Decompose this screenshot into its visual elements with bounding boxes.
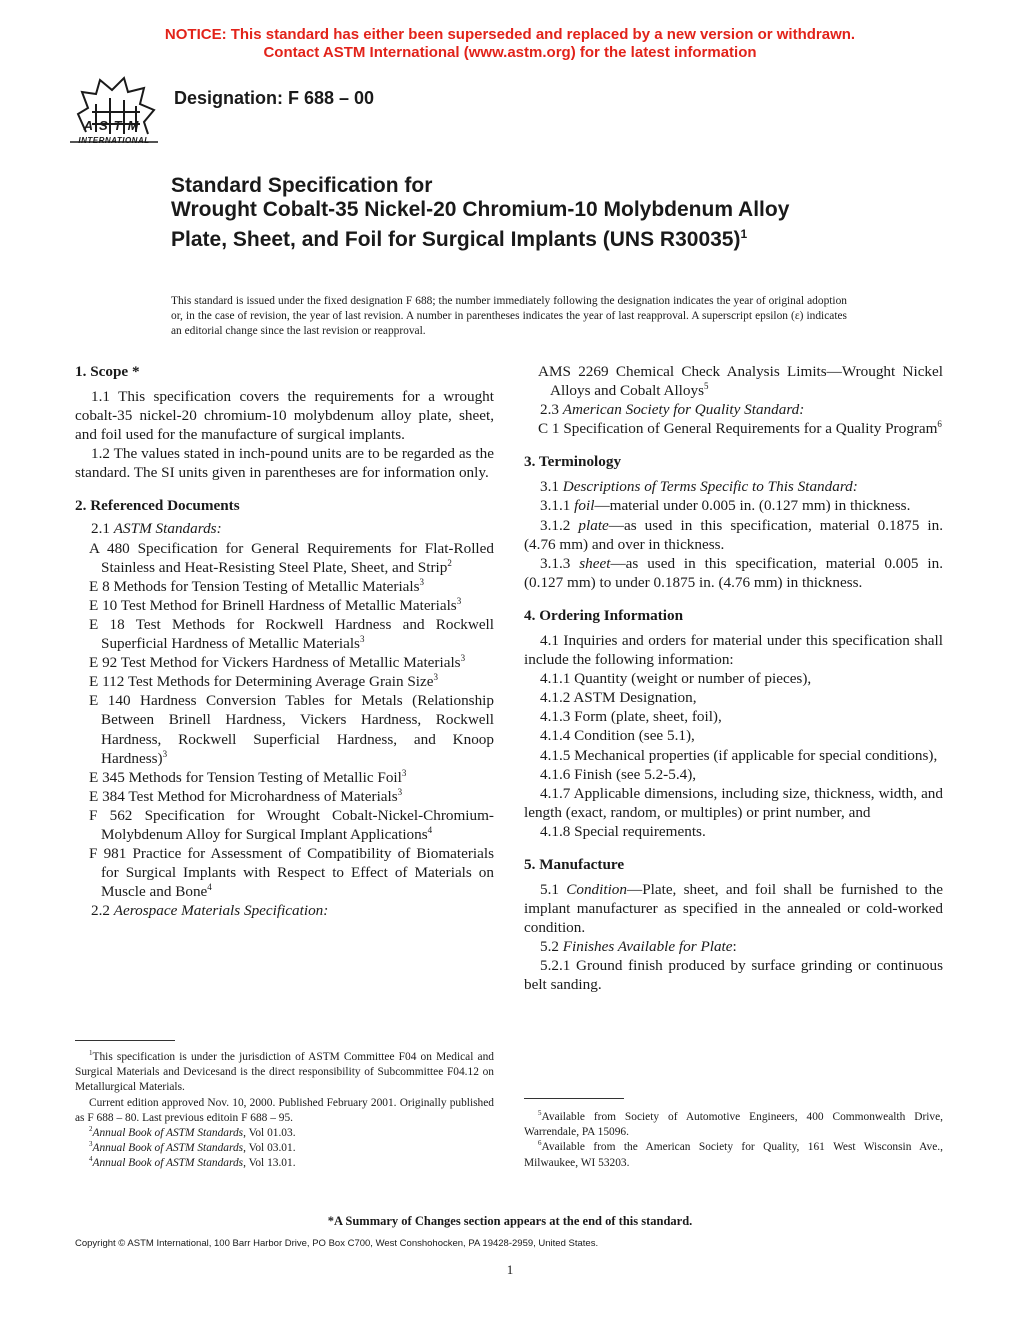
section-heading-referenced-documents: 2. Referenced Documents — [75, 497, 240, 515]
subsection-3-1: 3.1 Descriptions of Terms Specific to This Standard: — [540, 478, 858, 496]
ordering-item: 4.1.5 Mechanical properties (if applicable for special conditions), — [540, 746, 938, 764]
subsection-2-1: 2.1 ASTM Standards: — [91, 520, 222, 538]
subsection-2-2: 2.2 Aerospace Materials Specification: — [91, 902, 329, 920]
paragraph-1-1: 1.1 This specification covers the requirements for a wrought cobalt-35 nickel-20 chromium-10 molybdenum alloy plate, sheet, and foil used for the manufacture of surgical implants. — [75, 388, 494, 444]
reference-item: E 92 Test Method for Vickers Hardness of Metallic Materials$^3$ — [89, 653, 466, 672]
intro-paragraph: This standard is issued under the fixed designation F 688; the number immediately following the designation indicates the year of original adoption or, in the case of revision, the year of last revision. A number in parentheses indicates the year of last reapproval. A superscript epsilon (ε) indicates an editorial change since the last revision or reapproval. — [171, 295, 847, 337]
reference-list — [75, 539, 494, 902]
footnotes-left — [75, 1050, 494, 1172]
reference-item: E 140 Hardness Conversion Tables for Metals (Relationship Between Brinell Hardness, Vickers Hardness, Rockwell Hardness, Rockwell Superficial Hardness, and Knoop Hardness)$^3$ — [89, 692, 494, 767]
footnote: Current edition approved Nov. 10, 2000. Published February 2001. Originally published as F 688 – 80. Last previous editoin F 688 – 95. — [75, 1096, 494, 1124]
reference-item: E 384 Test Method for Microhardness of Materials$^3$ — [89, 786, 403, 805]
section-heading-manufacture: 5. Manufacture — [524, 855, 625, 873]
ordering-item: 4.1.7 Applicable dimensions, including size, thickness, width, and length (exact, random, or multiples) or print number, and — [524, 784, 943, 821]
summary-of-changes-note: *A Summary of Changes section appears at the end of this standard. — [327, 1214, 693, 1228]
footnote: $^5$Available from Society of Automotive Engineers, 400 Commonwealth Drive, Warrendale, PA 15096. — [524, 1109, 943, 1139]
ordering-items-list — [524, 669, 943, 841]
title-line-1: Standard Specification for — [171, 174, 433, 197]
section-heading-ordering-information: 4. Ordering Information — [524, 606, 684, 624]
footnote: $^1$This specification is under the jurisdiction of ASTM Committee F04 on Medical and Surgical Materials and Devicesand is the direct responsibility of Subcommittee F04.12 on Metallurgical Materials. — [75, 1049, 494, 1094]
footnote: $^2$Annual Book of ASTM Standards, Vol 01.03. — [89, 1125, 296, 1140]
paragraph-5-2: 5.2 Finishes Available for Plate: — [540, 938, 737, 956]
footnote: $^3$Annual Book of ASTM Standards, Vol 03.01. — [89, 1140, 296, 1155]
logo-text: ASTM — [83, 118, 145, 133]
section-heading-terminology: 3. Terminology — [524, 453, 622, 471]
footnote: $^4$Annual Book of ASTM Standards, Vol 13.01. — [89, 1155, 296, 1170]
reference-item: E 8 Methods for Tension Testing of Metallic Materials$^3$ — [89, 576, 425, 595]
title-footnote-mark: 1 — [740, 227, 748, 241]
ordering-item: 4.1.1 Quantity (weight or number of pieces), — [540, 670, 812, 688]
document-title — [171, 174, 851, 252]
astm-logo — [66, 74, 162, 156]
term-foil: 3.1.1 foil—material under 0.005 in. (0.127 mm) in thickness. — [540, 497, 911, 515]
logo-subtext: INTERNATIONAL — [78, 136, 150, 145]
paragraph-4-1: 4.1 Inquiries and orders for material under this specification shall include the following information: — [524, 631, 943, 669]
section-heading-scope: 1. Scope * — [75, 363, 140, 380]
reference-item: E 345 Methods for Tension Testing of Metallic Foil$^3$ — [89, 767, 407, 786]
designation: Designation: F 688 – 00 — [174, 88, 375, 108]
footnotes-right — [524, 1110, 943, 1171]
paragraph-1-2: 1.2 The values stated in inch-pound units are to be regarded as the standard. The SI units given in parentheses are for information only. — [75, 445, 494, 482]
ordering-item: 4.1.8 Special requirements. — [540, 822, 706, 840]
reference-item: E 10 Test Method for Brinell Hardness of Metallic Materials$^3$ — [89, 595, 462, 614]
footnote: $^6$Available from the American Society for Quality, 161 West Wisconsin Ave., Milwaukee, WI 53203. — [524, 1139, 943, 1169]
subsection-2-3: 2.3 American Society for Quality Standard: — [540, 401, 805, 419]
footnote-divider-left — [75, 1040, 175, 1041]
reference-item: A 480 Specification for General Requirements for Flat-Rolled Stainless and Heat-Resisting Steel Plate, Sheet, and Strip$^2$ — [89, 539, 494, 576]
reference-c1: C 1 Specification of General Requirements for a Quality Program$^6$ — [538, 419, 942, 438]
reference-ams-2269: AMS 2269 Chemical Check Analysis Limits—Wrought Nickel Alloys and Cobalt Alloys$^5$ — [538, 363, 943, 400]
left-column — [75, 362, 494, 920]
page-number: 1 — [506, 1262, 514, 1277]
ordering-item: 4.1.4 Condition (see 5.1), — [540, 727, 695, 745]
footnote-divider-right — [524, 1098, 624, 1099]
term-plate: 3.1.2 plate—as used in this specification, material 0.1875 in. (4.76 mm) and over in thickness. — [524, 516, 944, 553]
reference-item: E 18 Test Methods for Rockwell Hardness and Rockwell Superficial Hardness of Metallic Materials$^3$ — [89, 615, 494, 653]
reference-item: F 981 Practice for Assessment of Compatibility of Biomaterials for Surgical Implants with Respect to Effect of Materials on Muscle and Bone$^4$ — [89, 845, 494, 901]
withdrawal-notice — [0, 26, 1020, 62]
reference-item: E 112 Test Methods for Determining Average Grain Size$^3$ — [89, 672, 439, 691]
paragraph-5-1: 5.1 Condition—Plate, sheet, and foil shall be furnished to the implant manufacturer as specified in the annealed or cold-worked condition. — [524, 880, 944, 937]
reference-item: F 562 Specification for Wrought Cobalt-Nickel-Chromium-Molybdenum Alloy for Surgical Implant Applications$^4$ — [89, 806, 494, 843]
copyright-line: Copyright © ASTM International, 100 Barr Harbor Drive, PO Box C700, West Conshohocken, PA 19428-2959, United States. — [75, 1238, 599, 1249]
title-line-2: Wrought Cobalt-35 Nickel-20 Chromium-10 Molybdenum Alloy Plate, Sheet, and Foil for Surgical Implants (UNS R30035) — [171, 198, 790, 251]
ordering-item: 4.1.2 ASTM Designation, — [540, 689, 697, 707]
paragraph-5-2-1: 5.2.1 Ground finish produced by surface grinding or continuous belt sanding. — [524, 957, 943, 994]
notice-line-2: Contact ASTM International (www.astm.org) for the latest information — [263, 44, 757, 61]
notice-line-1: NOTICE: This standard has either been superseded and replaced by a new version or withdrawn. — [164, 26, 856, 43]
ordering-item: 4.1.3 Form (plate, sheet, foil), — [540, 708, 722, 726]
ordering-item: 4.1.6 Finish (see 5.2-5.4), — [540, 765, 697, 783]
term-sheet: 3.1.3 sheet—as used in this specification, material 0.005 in. (0.127 mm) to under 0.1875 in. (4.76 mm) in thickness. — [524, 554, 944, 591]
right-column — [524, 362, 943, 995]
